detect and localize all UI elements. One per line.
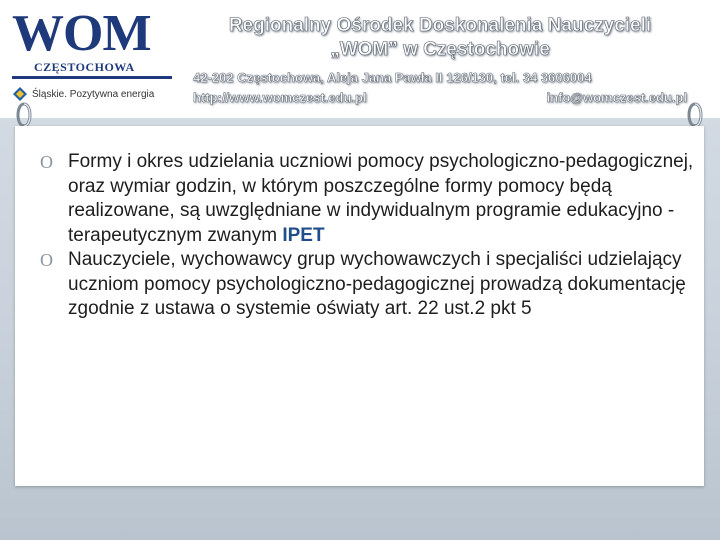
contact-info	[193, 68, 693, 108]
wom-logo	[12, 5, 172, 106]
logo-city-text: CZĘSTOCHOWA	[34, 60, 135, 74]
bullet-marker: O	[40, 152, 53, 172]
institution-title	[180, 14, 700, 62]
logo-divider	[12, 76, 172, 79]
web-contact-row	[193, 88, 687, 108]
content-panel	[15, 126, 704, 486]
logo-wom-text: WOM	[12, 5, 151, 62]
title-line-1: Regionalny Ośrodek Doskonalenia Nauczycieli	[228, 15, 652, 36]
bullet-item-ipet	[40, 150, 700, 248]
bullet-text: Formy i okres udzielania uczniowi pomocy psychologiczno-pedagogicznej, oraz wymiar godzin, w którym poszczególne formy pomocy będą realizowane, są uwzględniane w indywidualnym programie edukacyjno -terapeutycznym zwanym	[68, 151, 694, 246]
bullet-item-documentation	[40, 248, 700, 322]
bullet-marker: O	[40, 250, 53, 270]
ipet-emphasis: IPET	[282, 224, 325, 246]
title-line-2: „WOM” w Częstochowie	[330, 39, 550, 60]
email-link[interactable]: info@womczest.edu.pl	[546, 90, 687, 105]
bullet-text: Nauczyciele, wychowawcy grup wychowawczych i specjaliści udzielający uczniom pomocy psychologiczno-pedagogicznej prowadzą dokumentację zgodnie z ustawa o systemie oświaty art. 22 ust.2 pkt 5	[68, 249, 686, 319]
header-banner	[0, 0, 720, 118]
bullet-list	[40, 150, 700, 322]
website-link[interactable]: http://www.womczest.edu.pl	[193, 90, 367, 105]
slaskie-slogan: Śląskie. Pozytywna energia	[32, 88, 155, 100]
address-line: 42-202 Częstochowa, Aleja Jana Pawła II 126/130, tel. 34 3606004	[193, 70, 592, 85]
